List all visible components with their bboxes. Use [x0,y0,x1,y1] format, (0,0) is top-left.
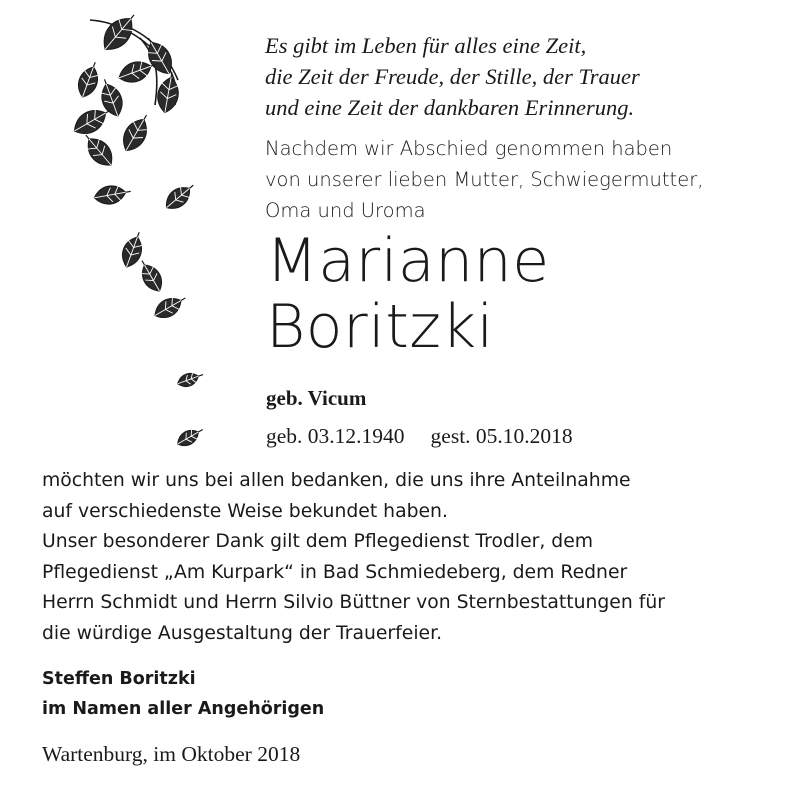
deceased-name [266,228,550,360]
poem-verse [265,30,785,123]
leaf-icon [151,291,190,323]
death-date: gest. 05.10.2018 [430,424,573,448]
thanks-line: die würdige Ausgestaltung der Trauerfeier. [42,622,443,644]
poem-line: Es gibt im Leben für alles eine Zeit, [265,33,587,58]
thanks-line: möchten wir uns bei allen bedanken, die uns ihre Anteilnahme [42,470,631,491]
leaf-icon [155,71,182,115]
leaf-icon [174,424,206,450]
last-name: Boritzki [266,292,494,362]
leaf-icon [117,110,155,156]
intro-text [265,133,785,226]
signature-block [42,664,324,724]
thanks-line: Herrn Schmidt und Herrn Silvio Büttner von Sternbestattungen für [42,592,665,613]
thanks-text [42,466,787,649]
intro-line: von unserer lieben Mutter, Schwiegermutter, [265,168,704,191]
signer-on-behalf: im Namen aller Angehörigen [42,699,325,719]
leaf-icon [79,129,119,171]
leaf-icon [176,369,206,390]
birth-date: geb. 03.12.1940 [266,424,405,448]
birth-name: geb. Vicum [266,386,367,410]
leaf-icon [97,10,143,57]
thanks-line: Pflegedienst „Am Kurpark“ in Bad Schmiedeberg, dem Redner [42,561,628,583]
intro-line: Oma und Uroma [265,199,426,222]
first-name: Marianne [266,226,550,296]
poem-line: die Zeit der Freude, der Stille, der Trauer [265,64,640,89]
leaf-icon [135,256,167,295]
signer-name: Steffen Boritzki [42,669,196,689]
thanks-line: Unser besonderer Dank gilt dem Pflegedienst Trodler, dem [42,531,594,552]
leaf-icon [74,59,104,100]
life-dates [266,424,573,449]
thanks-line: auf verschiedenste Weise bekundet haben. [42,500,448,522]
leaf-icon [93,182,133,206]
intro-line: Nachdem wir Abschied genommen haben [265,137,673,160]
leaf-icon [161,179,199,214]
leaf-icon [118,229,148,270]
poem-line: und eine Zeit der dankbaren Erinnerung. [265,95,635,120]
falling-leaves-icon [60,10,240,460]
place-date: Wartenburg, im Oktober 2018 [42,742,301,766]
